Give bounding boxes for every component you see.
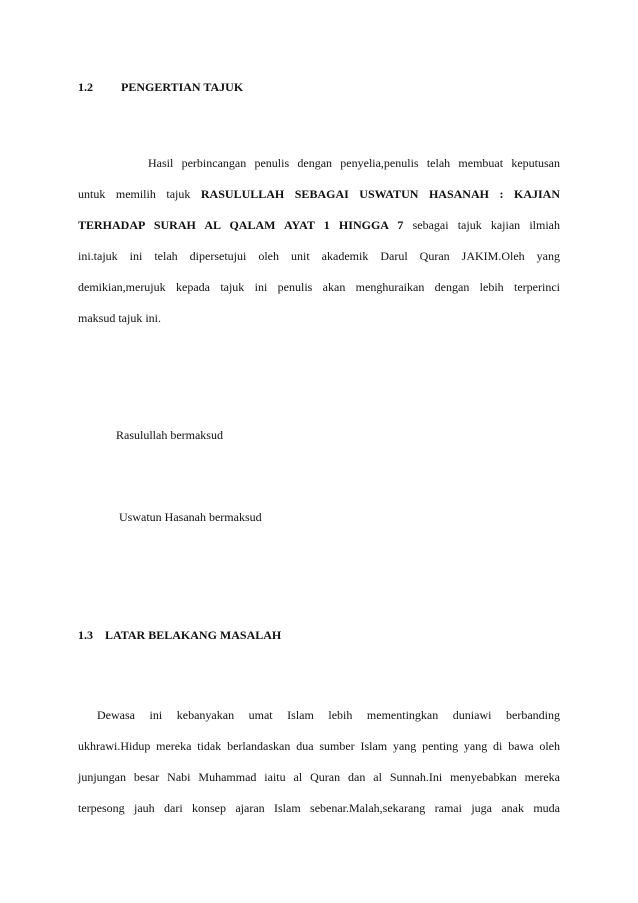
paragraph-line-text: untuk memilih tajuk (78, 187, 201, 201)
paragraph-line-text: Dewasa ini kebanyakan umat Islam lebih mementingkan duniawi berbanding (97, 708, 560, 722)
paragraph-line (78, 731, 560, 762)
paragraph-line-text: ini.tajuk ini telah dipersetujui oleh unit akademik Darul Quran JAKIM.Oleh yang (78, 249, 560, 263)
paragraph-line (78, 179, 560, 210)
paragraph-line-text: demikian,merujuk kepada tajuk ini penulis akan menghuraikan dengan lebih terperinci (78, 280, 560, 294)
paragraph-line (78, 210, 560, 241)
paragraph-line-text: junjungan besar Nabi Muhammad iaitu al Quran dan al Sunnah.Ini menyebabkan mereka (78, 770, 560, 784)
paragraph-line-text: sebagai tajuk kajian ilmiah (403, 218, 560, 232)
paragraph-line (78, 272, 560, 303)
title-bold-text: TERHADAP SURAH AL QALAM AYAT 1 HINGGA 7 (78, 218, 404, 232)
paragraph-line-text: terpesong jauh dari konsep ajaran Islam sebenar.Malah,sekarang ramai juga anak muda (78, 801, 560, 815)
paragraph-line-text: ukhrawi.Hidup mereka tidak berlandaskan dua sumber Islam yang penting yang di bawa oleh (78, 739, 560, 753)
definition-rasulullah: Rasulullah bermaksud (116, 428, 223, 442)
section-1-3-paragraph (78, 700, 560, 824)
paragraph-line (78, 793, 560, 824)
paragraph-line (78, 762, 560, 793)
section-1-2-paragraph (78, 148, 560, 334)
paragraph-line (78, 241, 560, 272)
paragraph-line (78, 303, 560, 334)
paragraph-line (78, 148, 560, 179)
section-1-3-number: 1.3 (78, 628, 93, 642)
section-1-3-title: LATAR BELAKANG MASALAH (105, 628, 282, 642)
section-1-2-title: PENGERTIAN TAJUK (121, 80, 244, 94)
definition-uswatun-hasanah: Uswatun Hasanah bermaksud (119, 510, 262, 524)
paragraph-line-text: maksud tajuk ini. (78, 311, 161, 325)
paragraph-line-text: Hasil perbincangan penulis dengan penyelia,penulis telah membuat keputusan (148, 156, 560, 170)
title-bold-text: RASULULLAH SEBAGAI USWATUN HASANAH : KAJIAN (200, 187, 560, 201)
paragraph-line (78, 700, 560, 731)
section-1-2-number: 1.2 (78, 80, 93, 94)
